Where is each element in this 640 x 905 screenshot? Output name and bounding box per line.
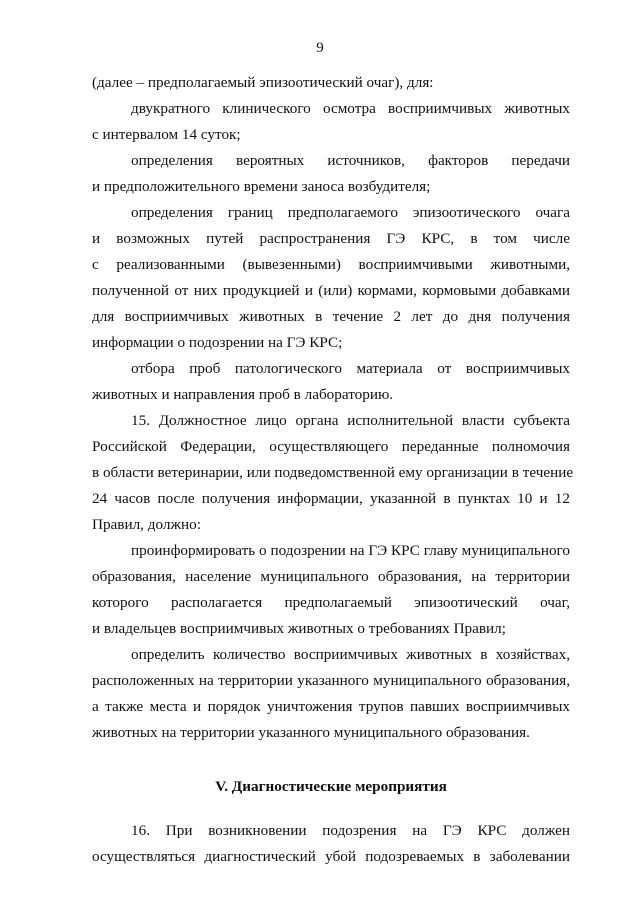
text-line: для восприимчивых животных в течение 2 лет до дня получения (92, 308, 570, 325)
page-number: 9 (316, 40, 324, 56)
text-line: (далее – предполагаемый эпизоотический очаг), для: (92, 74, 434, 91)
text-line: 15. Должностное лицо органа исполнительной власти субъекта (131, 412, 570, 429)
text-line: определения вероятных источников, факторов передачи (131, 152, 570, 169)
text-line: с интервалом 14 суток; (92, 126, 241, 143)
text-line: информации о подозрении на ГЭ КРС; (92, 334, 343, 351)
text-line: полученной от них продукцией и (или) кормами, кормовыми добавками (92, 282, 570, 299)
text-line: двукратного клинического осмотра восприимчивых животных (131, 100, 570, 117)
text-line: образования, население муниципального образования, на территории (92, 568, 570, 585)
text-line: с реализованными (вывезенными) восприимчивыми животными, (92, 256, 570, 273)
text-line: которого располагается предполагаемый эпизоотический очаг, (92, 594, 570, 611)
text-line: Российской Федерации, осуществляющего переданные полномочия (92, 438, 570, 455)
text-line: в области ветеринарии, или подведомственной ему организации в течение (92, 464, 574, 481)
text-line: животных и направления проб в лабораторию. (92, 386, 394, 403)
text-line: животных на территории указанного муниципального образования. (92, 724, 530, 741)
text-line: расположенных на территории указанного муниципального образования, (92, 672, 570, 689)
text-line: определить количество восприимчивых животных в хозяйствах, (131, 646, 570, 663)
text-line: 16. При возникновении подозрения на ГЭ КРС должен (131, 822, 570, 839)
text-line: 24 часов после получения информации, указанной в пунктах 10 и 12 (92, 490, 570, 507)
text-line: и владельцев восприимчивых животных о требованиях Правил; (92, 620, 506, 637)
text-line: проинформировать о подозрении на ГЭ КРС главу муниципального (131, 542, 570, 559)
text-line: определения границ предполагаемого эпизоотического очага (131, 204, 570, 221)
text-line: и возможных путей распространения ГЭ КРС, в том числе (92, 230, 570, 247)
text-line: отбора проб патологического материала от восприимчивых (131, 360, 570, 377)
body-text (92, 70, 574, 870)
text-line: и предположительного времени заноса возбудителя; (92, 178, 431, 195)
text-line: Правил, должно: (92, 516, 201, 533)
text-line: а также места и порядок уничтожения трупов павших восприимчивых (92, 698, 570, 715)
text-line: осуществляться диагностический убой подозреваемых в заболевании (92, 848, 570, 865)
section-heading: V. Диагностические мероприятия (215, 778, 447, 795)
